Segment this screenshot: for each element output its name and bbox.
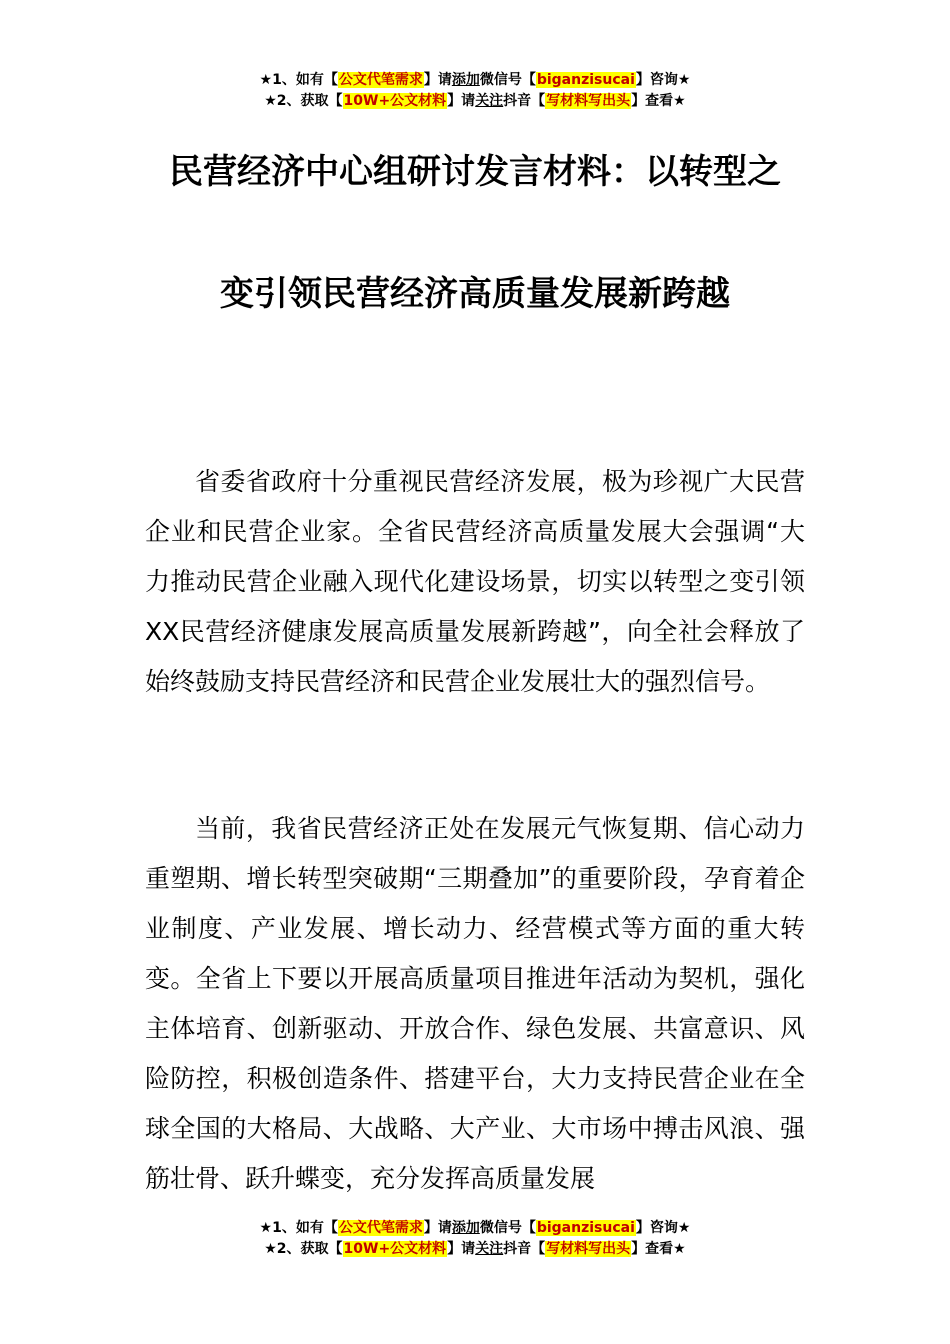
banner-underlined: 添加 (451, 72, 480, 88)
banner-highlight: 10W+公文材料 (343, 93, 447, 109)
banner-highlight: 公文代笔需求 (338, 1220, 423, 1236)
banner-text: 】查看★ (631, 93, 686, 109)
banner-underlined: 添加 (451, 1220, 480, 1236)
banner-line-1 (0, 1218, 950, 1239)
banner-line-1 (0, 70, 950, 91)
banner-highlight: 写材料写出头 (546, 1241, 631, 1257)
document-title-line-2: 变引领民营经济高质量发展新跨越 (220, 274, 730, 314)
banner-highlight: 10W+公文材料 (343, 1241, 447, 1257)
body-paragraph-1: 省委省政府十分重视民营经济发展，极为珍视广大民营企业和民营企业家。全省民营经济高质量发展大会强调“大力推动民营企业融入现代化建设场景，切实以转型之变引领XX民营经济健康发展高质量发展新跨越”，向全社会释放了始终鼓励支持民营经济和民营企业发展壮大的强烈信号。 (145, 467, 805, 696)
document-title-line-1: 民营经济中心组研讨发言材料：以转型之 (169, 152, 781, 192)
header-banner (0, 70, 950, 112)
banner-highlight: biganzisucai (536, 1220, 635, 1236)
banner-text: 】查看★ (631, 1241, 686, 1257)
banner-highlight: biganzisucai (536, 72, 635, 88)
footer-banner (0, 1218, 950, 1260)
body-paragraph-2: 当前，我省民营经济正处在发展元气恢复期、信心动力重塑期、增长转型突破期“三期叠加”的重要阶段，孕育着企业制度、产业发展、增长动力、经营模式等方面的重大转变。全省上下要以开展高质量项目推进年活动为契机，强化主体培育、创新驱动、开放合作、绿色发展、共富意识、风险防控，积极创造条件、搭建平台，大力支持民营企业在全球全国的大格局、大战略、大产业、大市场中搏击风浪、强筋壮骨、跃升蝶变，充分发挥高质量发展 (145, 814, 805, 1193)
banner-text: 】请 (447, 1241, 476, 1257)
banner-line-2 (0, 91, 950, 112)
banner-text: 】咨询★ (635, 72, 691, 88)
banner-text: ★2、获取【 (264, 1241, 343, 1257)
banner-highlight: 公文代笔需求 (338, 72, 423, 88)
banner-line-2 (0, 1239, 950, 1260)
banner-text: ★1、如有【 (259, 1220, 338, 1236)
banner-text: 微信号【 (479, 72, 536, 88)
banner-text: 】请 (423, 1220, 452, 1236)
banner-underlined: 关注 (475, 93, 504, 109)
banner-text: ★1、如有【 (259, 72, 338, 88)
banner-underlined: 关注 (475, 1241, 504, 1257)
banner-text: 微信号【 (479, 1220, 536, 1236)
banner-text: 】请 (423, 72, 452, 88)
banner-text: 】请 (447, 93, 476, 109)
banner-text: 抖音【 (503, 1241, 546, 1257)
banner-text: 抖音【 (503, 93, 546, 109)
banner-text: ★2、获取【 (264, 93, 343, 109)
banner-text: 】咨询★ (635, 1220, 691, 1236)
banner-highlight: 写材料写出头 (546, 93, 631, 109)
